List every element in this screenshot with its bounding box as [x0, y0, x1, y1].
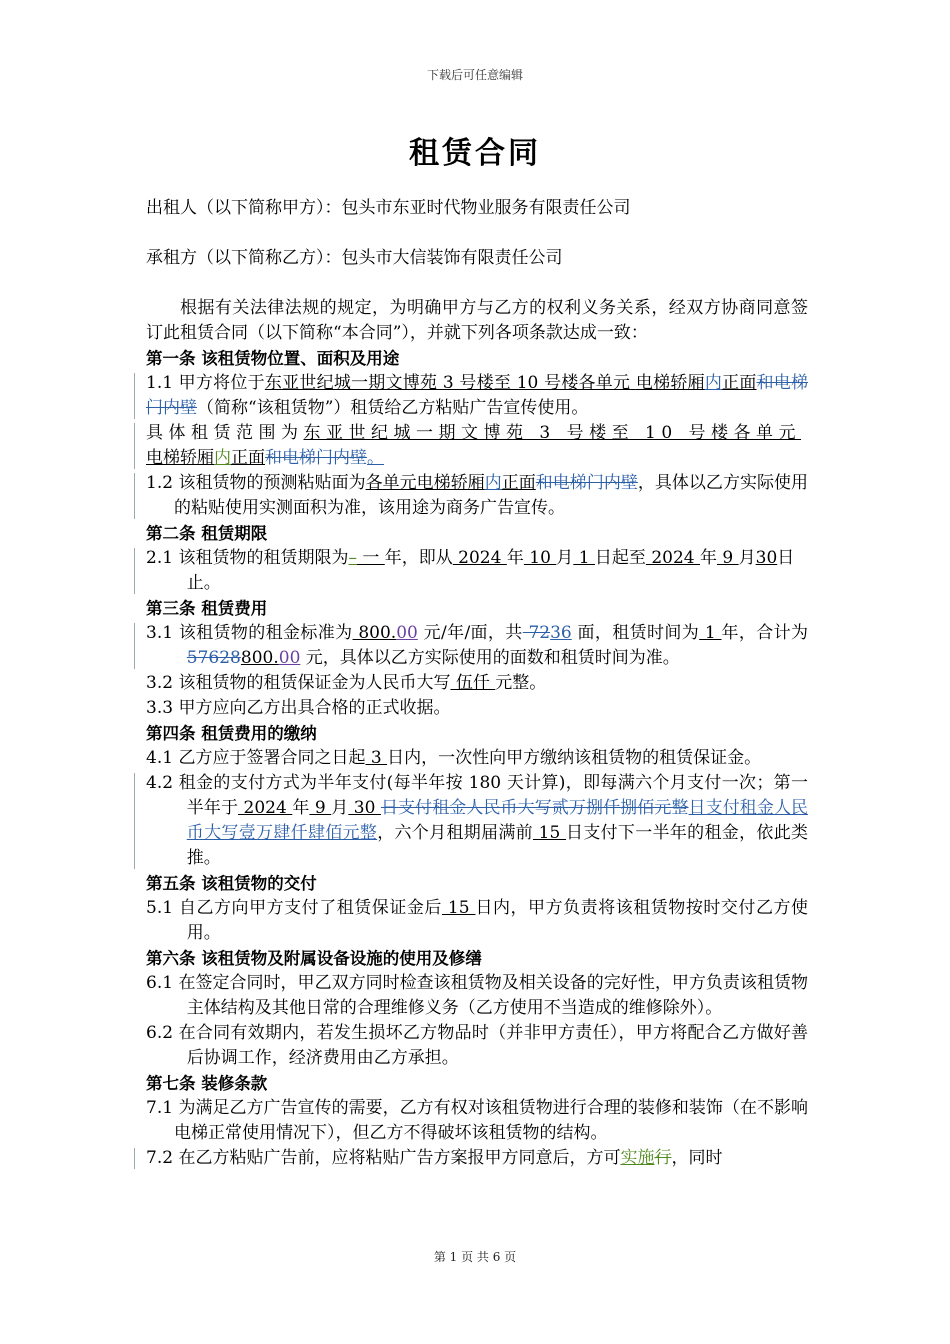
clause-1-1 [146, 371, 808, 421]
text: 日内，一次性向甲方缴纳该租赁物的租赁保证金。 [387, 748, 762, 768]
article-2-heading: 第二条 租赁期限 [146, 524, 268, 543]
advance-days: 15 [532, 823, 567, 843]
end-day: 30 [755, 548, 778, 568]
intro-paragraph: 根据有关法律法规的规定，为明确甲方与乙方的权利义务关系，经双方协商同意签订此租赁合同（以下简称“本合同”），并就下列各项条款达成一致： [146, 298, 808, 343]
text: 年 [292, 798, 310, 818]
text: 具体租赁范围为 [146, 423, 304, 443]
inserted-text: 内 [704, 373, 723, 393]
scope-underline: 东亚世纪城一期文博苑 3 号楼至 10 号楼各单元 [303, 423, 802, 443]
inserted-text: 日支付租金人民币大写壹万肆仟肆佰元整 [186, 798, 809, 843]
text: 正面 [231, 448, 265, 468]
text: 年 [700, 548, 717, 568]
page-header: 下载后可任意编辑 [426, 68, 523, 82]
clause-2-1 [146, 546, 808, 596]
clause-6-2: 6.2 在合同有效期内，若发生损坏乙方物品时（并非甲方责任），甲方将配合乙方做好善后协调工作，经济费用由乙方承担。 [146, 1023, 808, 1068]
text: 元整。 [495, 673, 547, 693]
text: 1.2 该租赁物的预测粘贴面为 [146, 473, 366, 493]
deposit-amount: 伍仟 [450, 673, 496, 693]
end-month: 9 [717, 548, 739, 568]
inserted-text: – [348, 548, 357, 568]
deleted-text: 72 [522, 623, 551, 643]
text: 月 [556, 548, 574, 568]
text: 年 [506, 548, 524, 568]
end-year: 2024 [645, 548, 700, 568]
text: 日内，甲方负责将该租赁物按时交付乙方使用。 [186, 898, 808, 943]
text: 日支付下一半年的租金，依此类推。 [186, 823, 809, 868]
deleted-text: 日支付租金人民币大写贰万捌仟捌佰元整 [380, 798, 689, 818]
rent-rate: 800. [352, 623, 397, 643]
clause-3-2 [146, 671, 808, 696]
clause-7-2 [146, 1146, 808, 1171]
term-years: 一 [356, 548, 385, 568]
text: 4.1 乙方应于签署合同之日起 [146, 748, 366, 768]
document-body [146, 196, 808, 1171]
text: 月 [331, 798, 349, 818]
deleted-text: 行 [654, 1148, 672, 1168]
clause-1-2 [146, 471, 808, 521]
deleted-text: 和电梯门内壁 [535, 473, 638, 493]
article-4-heading: 第四条 租赁费用的缴纳 [146, 724, 317, 743]
inserted-text: 36 [550, 623, 572, 643]
clause-6-1: 6.1 在签定合同时，甲乙双方同时检查该租赁物及相关设备的完好性，甲方负责该租赁物主体结构及其他日常的合理维修义务（乙方使用不当造成的维修除外）。 [146, 973, 808, 1018]
clause-7-1: 7.1 为满足乙方广告宣传的需要，乙方有权对该租赁物进行合理的装修和装饰（在不影响电梯正常使用情况下），但乙方不得破坏该租赁物的结构。 [146, 1098, 808, 1143]
start-year: 2024 [452, 548, 507, 568]
pay-year: 2024 [238, 798, 293, 818]
clause-4-2 [146, 771, 808, 871]
lessee-line: 承租方（以下简称乙方）：包头市大信装饰有限责任公司 [146, 248, 563, 268]
delivery-days: 15 [441, 898, 476, 918]
pay-day: 30 [348, 798, 381, 818]
text: 正面 [722, 373, 757, 393]
text: 5.1 自乙方向甲方支付了租赁保证金后 [146, 898, 442, 918]
text: ，具体以乙方实际使用的粘贴使用实测面积为准，该用途为商务广告宣传。 [174, 473, 809, 518]
text: 月 [738, 548, 756, 568]
text: 3.1 该租赁物的租金标准为 [146, 623, 353, 643]
article-6-heading: 第六条 该租赁物及附属设备设施的使用及修缮 [146, 949, 482, 968]
page-footer: 第 1 页 共 6 页 [433, 1250, 517, 1264]
deleted-text: 57628 [186, 648, 241, 668]
text: 年，合计为 [721, 623, 809, 643]
clause-3-3: 3.3 甲方应向乙方出具合格的正式收据。 [146, 698, 451, 718]
text: 元/年/面，共 [417, 623, 523, 643]
text: 年，即从 [384, 548, 453, 568]
article-5-heading: 第五条 该租赁物的交付 [146, 874, 317, 893]
text: 3.2 该租赁物的租赁保证金为人民币大写 [146, 673, 451, 693]
inserted-text: 实施 [620, 1148, 655, 1168]
clause-4-1 [146, 746, 808, 771]
deleted-text: 和电梯门内壁 [265, 448, 367, 468]
text: 。 [367, 448, 384, 468]
text: 2.1 该租赁物的租赁期限为 [146, 548, 349, 568]
inserted-text: 内 [484, 473, 502, 493]
lessor-line: 出租人（以下简称甲方）：包头市东亚时代物业服务有限责任公司 [146, 198, 631, 218]
text: （简称“该租赁物”）租赁给乙方粘贴广告宣传使用。 [197, 398, 589, 418]
text: 各单元电梯轿厢 [365, 473, 485, 493]
total-amount: 800. [240, 648, 279, 668]
location-underline: 东亚世纪城一期文博苑 3 号楼至 10 号楼各单元 [264, 373, 631, 393]
lease-duration: 1 [699, 623, 722, 643]
text: 4.2 租金的支付方式为半年支付(每半年按 180 天计算)，即每满六个月支付一次；第一半年于 [146, 773, 808, 818]
text: 正面 [501, 473, 536, 493]
pay-month: 9 [309, 798, 332, 818]
inserted-text: 00 [278, 648, 301, 668]
text: ，同时 [671, 1148, 723, 1168]
article-7-heading: 第七条 装修条款 [146, 1074, 268, 1093]
article-1-heading: 第一条 该租赁物位置、面积及用途 [146, 349, 400, 368]
document-title: 租赁合同 [409, 136, 541, 171]
text: ，六个月租期届满前 [377, 823, 533, 843]
text: 7.2 在乙方粘贴广告前，应将粘贴广告方案报甲方同意后，方可 [146, 1148, 621, 1168]
article-3-heading: 第三条 租赁费用 [146, 599, 268, 618]
inserted-text: 内 [214, 448, 231, 468]
text: 日止。 [186, 548, 795, 593]
text: 电梯轿厢 [635, 373, 705, 393]
start-day: 1 [573, 548, 595, 568]
text: 面，租赁时间为 [571, 623, 700, 643]
scope-paragraph [146, 421, 808, 471]
inserted-text: 00 [396, 623, 418, 643]
text: 元，具体以乙方实际使用的面数和租赁时间为准。 [300, 648, 680, 668]
text: 1.1 甲方将位于 [146, 373, 265, 393]
deposit-days: 3 [365, 748, 388, 768]
clause-5-1 [146, 896, 808, 946]
clause-3-1 [146, 621, 808, 671]
deleted-text: 和电梯门内壁 [146, 373, 809, 418]
text: 电梯轿厢 [146, 448, 214, 468]
text: 日起至 [594, 548, 646, 568]
start-month: 10 [523, 548, 557, 568]
